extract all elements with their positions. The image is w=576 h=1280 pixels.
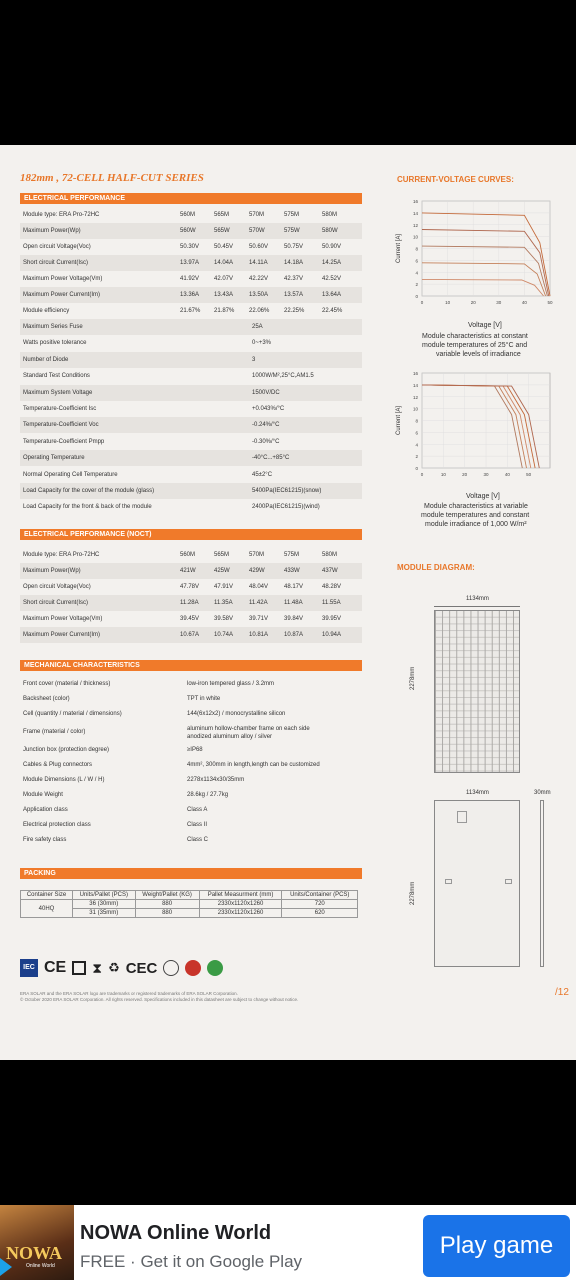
x-tick-label: 40 — [521, 300, 527, 305]
row-label: Application class — [23, 807, 68, 813]
logo-subtext: Online World — [26, 1263, 55, 1269]
noct-header: ELECTRICAL PERFORMANCE (NOCT) — [20, 529, 362, 540]
table-row — [20, 707, 362, 722]
table-row — [20, 385, 362, 401]
app-name[interactable]: NOWA Online World — [80, 1222, 272, 1244]
row-value: 13.64A — [322, 292, 342, 298]
table-row — [20, 833, 362, 848]
row-value: 42.07V — [214, 276, 234, 282]
row-label: Fire safety class — [23, 837, 67, 843]
row-value-2: anodized aluminum alloy / silver — [187, 734, 273, 740]
row-value: +0.043%/°C — [252, 406, 285, 412]
model-name: 580M — [322, 552, 338, 558]
row-value: 2278x1134x30/35mm — [187, 777, 245, 783]
col-container-size: Container Size — [21, 891, 73, 900]
row-value: 41.92V — [180, 276, 200, 282]
table-row — [20, 352, 362, 368]
chart2-caption-2: module temperatures and constant — [421, 512, 530, 519]
model-name: 575M — [284, 552, 300, 558]
row-value: ≥IP68 — [187, 747, 203, 753]
row-value: 14.04A — [214, 260, 234, 266]
row-value: 10.74A — [214, 632, 234, 638]
row-label: Standard Test Conditions — [23, 373, 90, 380]
row-label: Load Capacity for the cover of the module (glass) — [23, 488, 155, 494]
row-value: 25A — [252, 324, 263, 330]
y-axis-label: Current [A] — [396, 233, 402, 264]
model-name: 560M — [180, 552, 196, 558]
row-value: 48.28V — [322, 584, 342, 590]
table-row — [20, 401, 362, 417]
row-value: -40°C...+85°C — [252, 455, 290, 462]
y-tick-label: 6 — [415, 258, 418, 264]
x-tick-label: 0 — [420, 300, 424, 305]
ce-logo: CE — [44, 959, 67, 976]
table-row — [20, 773, 362, 788]
row-value: 21.67% — [180, 308, 201, 314]
iv-chart-irradiance — [390, 195, 560, 325]
y-tick-label: 10 — [412, 234, 418, 240]
iso-icon — [163, 960, 179, 976]
recycle-icon: ♻ — [108, 960, 120, 975]
row-label: Cell (quantity / material / dimensions) — [23, 711, 122, 717]
table-row — [20, 758, 362, 773]
row-value: 39.95V — [322, 616, 342, 622]
row-value: 13.97A — [180, 260, 200, 266]
row-value: 10.94A — [322, 632, 342, 638]
row-value: 39.45V — [180, 616, 200, 622]
row-value: 50.75V — [284, 244, 304, 250]
junction-box — [457, 811, 467, 823]
y-tick-label: 14 — [412, 210, 418, 216]
row-value: 2400Pa(IEC61215)(wind) — [252, 504, 320, 511]
row-value: 39.71V — [249, 616, 269, 622]
row-label: Short circuit Current(Isc) — [23, 600, 89, 606]
ccc-icon — [185, 960, 201, 976]
weight-cell: 880 — [135, 900, 199, 909]
y-tick-label: 8 — [415, 418, 418, 424]
table-row — [20, 563, 362, 579]
ad-banner[interactable] — [0, 1205, 576, 1280]
row-value: 11.35A — [214, 600, 233, 606]
model-name: 570M — [249, 552, 265, 558]
row-label: Temperature-Coefficient Isc — [23, 406, 97, 412]
model-name: 565M — [214, 552, 230, 558]
row-value: 22.06% — [249, 308, 270, 314]
row-label: Maximum Power(Wp) — [23, 568, 81, 574]
x-tick-label: 30 — [496, 300, 502, 305]
row-label: Open circuit Voltage(Voc) — [23, 244, 91, 250]
app-subtitle: FREE · Get it on Google Play — [80, 1252, 303, 1271]
diagram-height-label: 2278mm — [410, 666, 416, 690]
y-tick-label: 0 — [415, 466, 418, 471]
series-line — [422, 279, 544, 296]
row-label: Maximum Power Voltage(Vm) — [23, 276, 103, 282]
row-value: 50.90V — [322, 244, 342, 250]
per-container-cell: 720 — [282, 900, 358, 909]
cec-logo: CEC — [125, 959, 158, 977]
per-container-cell: 620 — [282, 909, 358, 918]
row-value: 3 — [252, 356, 256, 363]
model-row — [20, 547, 362, 563]
chart1-xlabel: Voltage [V] — [468, 322, 502, 329]
row-label: Temperature-Coefficient Pmpp — [23, 438, 105, 445]
row-value: 11.48A — [284, 600, 303, 606]
footer-line-2: © October 2020 ERA SOLAR Corporation. All rights reserved. Specifications included in this datasheet are subject to change without notice. — [20, 997, 299, 1002]
chart2-caption-3: module irradiance of 1,000 W/m² — [425, 521, 527, 528]
diagram-width-line — [434, 606, 520, 607]
table-row — [20, 287, 362, 303]
chart2-caption-1: Module characteristics at variable — [424, 503, 528, 510]
datasheet-page — [0, 145, 576, 1060]
packing-header: PACKING — [20, 868, 362, 879]
table-row — [20, 255, 362, 271]
y-tick-label: 10 — [412, 406, 418, 412]
row-value: 570W — [249, 228, 265, 234]
row-value: 14.11A — [249, 260, 268, 266]
row-label: Open circuit Voltage(Voc) — [23, 584, 91, 590]
row-label: Maximum Power Voltage(Vm) — [23, 616, 103, 622]
table-row — [20, 803, 362, 818]
table-row — [20, 319, 362, 335]
diagram-width-label: 1134mm — [466, 596, 489, 602]
table-row — [20, 417, 362, 433]
row-value: 4mm², 300mm in length,length can be customized — [187, 762, 320, 768]
model-name: 580M — [322, 212, 338, 218]
model-name: 575M — [284, 212, 300, 218]
container-cell: 40HQ — [21, 900, 73, 918]
table-row — [20, 499, 362, 515]
table-row — [20, 677, 362, 692]
model-label: Module type: ERA Pro-72HC — [23, 552, 100, 558]
row-label: Watts positive tolerance — [23, 340, 87, 347]
row-value: 22.45% — [322, 308, 343, 314]
model-row — [20, 207, 362, 223]
diagram-depth-label: 30mm — [534, 790, 551, 796]
electrical-header: ELECTRICAL PERFORMANCE — [20, 193, 362, 204]
module-front-view — [434, 610, 520, 773]
row-value: 42.52V — [322, 276, 342, 282]
footer-line-1: ERA SOLAR and the ERA SOLAR logo are trademarks or registered trademarks of ERA SOLAR Corporation. — [20, 991, 238, 996]
row-value: 10.67A — [180, 632, 200, 638]
measure-cell: 2330x1120x1260 — [199, 909, 282, 918]
x-tick-label: 40 — [504, 472, 510, 477]
packing-header-row — [21, 891, 358, 900]
table-row — [20, 368, 362, 384]
units-cell: 36 (30mm) — [73, 900, 136, 909]
hourglass-icon: ⧗ — [92, 959, 103, 976]
y-tick-label: 16 — [412, 371, 418, 376]
page-number: /12 — [555, 987, 569, 998]
row-label: Operating Temperature — [23, 455, 85, 462]
row-value: 13.57A — [284, 292, 304, 298]
table-row — [20, 303, 362, 319]
y-tick-label: 12 — [412, 394, 418, 400]
col-units-container: Units/Container (PCS) — [282, 891, 358, 900]
module-side-view — [540, 800, 544, 967]
row-value: -0.24%/°C — [252, 422, 280, 429]
row-value: 28.6kg / 27.7kg — [187, 792, 229, 798]
row-value: 429W — [249, 568, 265, 574]
play-game-button[interactable]: Play game — [423, 1215, 570, 1277]
units-cell: 31 (35mm) — [73, 909, 136, 918]
row-label: Maximum System Voltage — [23, 389, 93, 396]
row-value: 50.45V — [214, 244, 234, 250]
row-value: 10.87A — [284, 632, 304, 638]
row-value: 42.22V — [249, 276, 269, 282]
row-label: Module Weight — [23, 792, 63, 798]
table-row — [20, 692, 362, 707]
y-tick-label: 2 — [415, 454, 418, 460]
row-value: Class II — [187, 822, 208, 828]
table-row — [20, 239, 362, 255]
row-label: Temperature-Coefficient Voc — [23, 422, 99, 429]
packing-row — [21, 900, 358, 909]
row-value: 47.78V — [180, 584, 200, 590]
row-value: 565W — [214, 228, 230, 234]
row-label: Maximum Series Fuse — [23, 324, 83, 330]
table-row — [20, 818, 362, 833]
row-value: 421W — [180, 568, 196, 574]
table-row — [20, 595, 362, 611]
y-tick-label: 2 — [415, 282, 418, 288]
diagram-width-label-back: 1134mm — [466, 790, 489, 796]
x-tick-label: 50 — [526, 472, 532, 477]
row-value: 425W — [214, 568, 230, 574]
row-label: Frame (material / color) — [23, 729, 86, 735]
viewer-bottom-area — [0, 1060, 576, 1205]
x-tick-label: 0 — [420, 472, 424, 477]
col-units-pallet: Units/Pallet (PCS) — [73, 891, 136, 900]
logo-text: NOWA — [6, 1243, 63, 1263]
mounting-hole-right — [505, 879, 512, 884]
series-line — [422, 385, 539, 468]
table-row — [20, 627, 362, 643]
y-tick-label: 12 — [412, 222, 418, 228]
col-pallet-measure: Pallet Measurment (mm) — [199, 891, 282, 900]
chart1-caption-3: variable levels of irradiance — [436, 351, 521, 358]
row-value: low-iron tempered glass / 3.2mm — [187, 681, 275, 687]
y-tick-label: 8 — [415, 246, 418, 252]
row-value: 39.84V — [284, 616, 304, 622]
table-row — [20, 579, 362, 595]
row-value: aluminum hollow-chamber frame on each side — [187, 726, 310, 732]
row-label: Maximum Power(Wp) — [23, 228, 81, 234]
row-value: 13.50A — [249, 292, 269, 298]
table-row — [20, 223, 362, 239]
table-row — [20, 611, 362, 627]
row-value: 437W — [322, 568, 338, 574]
row-value: 48.17V — [284, 584, 304, 590]
row-value: 10.81A — [249, 632, 269, 638]
mounting-hole-left — [445, 879, 452, 884]
row-label: Load Capacity for the front & back of the module — [23, 504, 152, 511]
iv-chart-temperature — [390, 367, 560, 492]
row-value: 22.25% — [284, 308, 305, 314]
row-label: Number of Diode — [23, 356, 69, 363]
row-label: Backsheet (color) — [23, 696, 70, 702]
row-value: 560W — [180, 228, 196, 234]
row-value: 48.04V — [249, 584, 269, 590]
row-label: Module Dimensions (L / W / H) — [23, 777, 105, 783]
x-tick-label: 30 — [483, 472, 489, 477]
row-label: Normal Operating Cell Temperature — [23, 471, 118, 478]
x-tick-label: 10 — [440, 472, 446, 477]
iec-logo: IEC — [20, 959, 38, 977]
row-label: Maximum Power Current(Im) — [23, 632, 101, 638]
row-value: 42.37V — [284, 276, 304, 282]
row-value: 39.58V — [214, 616, 234, 622]
row-label: Short circuit Current(Isc) — [23, 260, 89, 266]
table-row — [20, 722, 362, 743]
packing-table — [20, 890, 358, 918]
row-label: Junction box (protection degree) — [23, 747, 110, 753]
row-value: 11.55A — [322, 600, 341, 606]
y-tick-label: 4 — [415, 270, 418, 276]
mechanical-header: MECHANICAL CHARACTERISTICS — [20, 660, 362, 671]
row-value: 580W — [322, 228, 338, 234]
y-tick-label: 6 — [415, 430, 418, 436]
row-label: Electrical protection class — [23, 822, 91, 828]
row-value: 144(6x12x2) / monocrystalline silicon — [187, 711, 286, 717]
row-value: 50.60V — [249, 244, 269, 250]
y-tick-label: 14 — [412, 382, 418, 388]
row-value: Class C — [187, 837, 209, 843]
row-value: -0.30%/°C — [252, 438, 280, 445]
page-title: 182mm , 72-CELL HALF-CUT SERIES — [20, 172, 204, 184]
play-triangle-icon — [0, 1258, 12, 1276]
row-value: 11.42A — [249, 600, 268, 606]
weight-cell: 880 — [135, 909, 199, 918]
table-row — [20, 743, 362, 758]
row-value: 5400Pa(IEC61215)(snow) — [252, 488, 322, 494]
series-line — [422, 246, 547, 296]
row-value: 11.28A — [180, 600, 199, 606]
row-value: 47.91V — [214, 584, 234, 590]
row-value: 14.25A — [322, 260, 342, 266]
row-value: 21.87% — [214, 308, 235, 314]
row-label: Cables & Plug connectors — [23, 762, 93, 768]
table-row — [20, 467, 362, 483]
table-row — [20, 450, 362, 466]
chart1-caption-1: Module characteristics at constant — [422, 333, 528, 340]
row-label: Front cover (material / thickness) — [23, 681, 111, 687]
table-row — [20, 271, 362, 287]
row-label: Maximum Power Current(Im) — [23, 292, 101, 298]
x-tick-label: 20 — [470, 300, 476, 305]
x-tick-label: 20 — [462, 472, 468, 477]
col-weight-pallet: Weight/Pallet (KG) — [135, 891, 199, 900]
row-value: TPT in white — [187, 696, 221, 702]
row-value: 0~+3% — [252, 340, 272, 347]
table-row — [20, 483, 362, 499]
chart1-caption-2: module temperatures of 25°C and — [422, 342, 528, 349]
module-back-view — [434, 800, 520, 967]
row-value: Class A — [187, 807, 208, 813]
certification-logos — [20, 957, 223, 979]
chart2-xlabel: Voltage [V] — [466, 493, 500, 500]
green-cert-icon — [207, 960, 223, 976]
y-tick-label: 0 — [415, 294, 418, 299]
diagram-height-label-back: 2278mm — [410, 881, 416, 905]
row-value: 14.18A — [284, 260, 304, 266]
row-value: 575W — [284, 228, 300, 234]
curves-header: CURRENT-VOLTAGE CURVES: — [397, 175, 514, 184]
row-value: 1000W/M²,25°C,AM1.5 — [252, 373, 314, 380]
row-value: 433W — [284, 568, 300, 574]
x-tick-label: 50 — [547, 300, 553, 305]
y-tick-label: 4 — [415, 442, 418, 448]
series-line — [422, 385, 527, 468]
y-tick-label: 16 — [412, 199, 418, 204]
table-row — [20, 788, 362, 803]
table-row — [20, 335, 362, 351]
x-tick-label: 10 — [445, 300, 451, 305]
row-value: 1500V/DC — [252, 389, 280, 396]
model-name: 565M — [214, 212, 230, 218]
model-name: 560M — [180, 212, 196, 218]
app-logo[interactable] — [0, 1205, 74, 1280]
model-label: Module type: ERA Pro-72HC — [23, 212, 100, 218]
row-value: 45±2°C — [252, 471, 273, 478]
diagram-header: MODULE DIAGRAM: — [397, 563, 475, 572]
weee-icon — [72, 961, 86, 975]
row-label: Module efficiency — [23, 308, 70, 314]
row-value: 50.30V — [180, 244, 200, 250]
measure-cell: 2330x1120x1260 — [199, 900, 282, 909]
row-value: 13.43A — [214, 292, 234, 298]
y-axis-label: Current [A] — [396, 405, 402, 436]
table-row — [20, 434, 362, 450]
model-name: 570M — [249, 212, 265, 218]
row-value: 13.36A — [180, 292, 200, 298]
